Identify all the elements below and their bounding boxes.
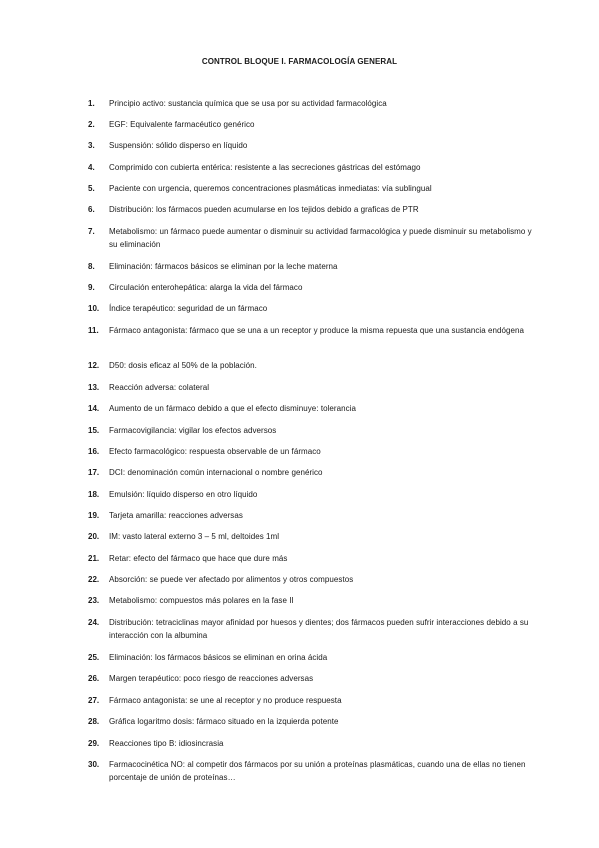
item-text: Metabolismo: un fármaco puede aumentar o disminuir su actividad farmacológica y puede disminuir su metabolismo y su eliminación xyxy=(109,227,532,249)
item-text: Índice terapéutico: seguridad de un fármaco xyxy=(109,304,268,313)
item-number: 13. xyxy=(88,383,100,392)
list-item xyxy=(88,118,538,131)
list-item xyxy=(88,424,538,437)
list-item xyxy=(88,203,538,216)
list-item xyxy=(88,758,538,784)
item-number: 7. xyxy=(88,227,95,236)
item-number: 5. xyxy=(88,184,95,193)
item-number: 30. xyxy=(88,760,100,769)
list-item xyxy=(88,672,538,685)
item-number: 6. xyxy=(88,205,95,214)
list-item xyxy=(88,488,538,501)
item-text: Absorción: se puede ver afectado por alimentos y otros compuestos xyxy=(109,575,354,584)
item-number: 28. xyxy=(88,717,100,726)
list-item xyxy=(88,402,538,415)
item-text: Gráfica logaritmo dosis: fármaco situado en la izquierda potente xyxy=(109,717,339,726)
item-number: 14. xyxy=(88,404,100,413)
list-item xyxy=(88,302,538,315)
list-item xyxy=(88,161,538,174)
list-item xyxy=(88,573,538,586)
item-text: D50: dosis eficaz al 50% de la población. xyxy=(109,361,257,370)
list-item xyxy=(88,651,538,664)
item-number: 9. xyxy=(88,283,95,292)
list-item xyxy=(88,552,538,565)
item-text: Margen terapéutico: poco riesgo de reacciones adversas xyxy=(109,674,314,683)
item-number: 1. xyxy=(88,99,95,108)
item-number: 26. xyxy=(88,674,100,683)
item-text: IM: vasto lateral externo 3 – 5 ml, deltoides 1ml xyxy=(109,532,280,541)
item-number: 10. xyxy=(88,304,100,313)
item-number: 3. xyxy=(88,141,95,150)
item-number: 24. xyxy=(88,618,100,627)
list-item xyxy=(88,715,538,728)
item-text: Principio activo: sustancia química que se usa por su actividad farmacológica xyxy=(109,99,387,108)
list-item xyxy=(88,139,538,152)
list-item xyxy=(88,694,538,707)
item-number: 15. xyxy=(88,426,100,435)
list-item xyxy=(88,466,538,479)
item-number: 12. xyxy=(88,361,100,370)
item-text: Farmacocinética NO: al competir dos fármacos por su unión a proteínas plasmáticas, cuando una de ellas no tienen porcentaje de unión de proteínas… xyxy=(109,760,526,782)
item-number: 23. xyxy=(88,596,100,605)
item-text: Paciente con urgencia, queremos concentraciones plasmáticas inmediatas: vía sublingual xyxy=(109,184,432,193)
item-number: 25. xyxy=(88,653,100,662)
list-item xyxy=(88,594,538,607)
list-item xyxy=(88,509,538,522)
item-text: Tarjeta amarilla: reacciones adversas xyxy=(109,511,243,520)
list-item xyxy=(88,182,538,195)
list-item xyxy=(88,445,538,458)
list-item xyxy=(88,381,538,394)
item-number: 21. xyxy=(88,554,100,563)
item-text: Eliminación: fármacos básicos se eliminan por la leche materna xyxy=(109,262,338,271)
list-item xyxy=(88,97,538,110)
list-item xyxy=(88,324,538,337)
item-number: 20. xyxy=(88,532,100,541)
list-item xyxy=(88,260,538,273)
item-text: Efecto farmacológico: respuesta observable de un fármaco xyxy=(109,447,321,456)
item-text: Reacción adversa: colateral xyxy=(109,383,210,392)
item-text: Comprimido con cubierta entérica: resistente a las secreciones gástricas del estómago xyxy=(109,163,421,172)
list-item xyxy=(88,530,538,543)
item-text: Emulsión: líquido disperso en otro líquido xyxy=(109,490,258,499)
document-title: CONTROL BLOQUE I. FARMACOLOGÍA GENERAL xyxy=(201,57,398,66)
item-text: Distribución: tetraciclinas mayor afinidad por huesos y dientes; dos fármacos pueden sufrir interacciones debido a su interacción con la albumina xyxy=(109,618,529,640)
item-text: EGF: Equivalente farmacéutico genérico xyxy=(109,120,255,129)
list-item xyxy=(88,616,538,642)
item-number: 4. xyxy=(88,163,95,172)
item-text: Retar: efecto del fármaco que hace que dure más xyxy=(109,554,288,563)
item-text: DCI: denominación común internacional o nombre genérico xyxy=(109,468,323,477)
item-number: 19. xyxy=(88,511,100,520)
item-number: 2. xyxy=(88,120,95,129)
item-number: 27. xyxy=(88,696,100,705)
item-number: 11. xyxy=(88,326,99,335)
item-text: Fármaco antagonista: se une al receptor y no produce respuesta xyxy=(109,696,342,705)
item-text: Distribución: los fármacos pueden acumularse en los tejidos debido a graficas de PTR xyxy=(109,205,419,214)
item-text: Eliminación: los fármacos básicos se eliminan en orina ácida xyxy=(109,653,328,662)
item-number: 16. xyxy=(88,447,100,456)
item-number: 22. xyxy=(88,575,100,584)
item-text: Reacciones tipo B: idiosincrasia xyxy=(109,739,224,748)
item-text: Aumento de un fármaco debido a que el efecto disminuye: tolerancia xyxy=(109,404,357,413)
item-text: Fármaco antagonista: fármaco que se una a un receptor y produce la misma repuesta que una sustancia endógena xyxy=(109,326,524,335)
list-item xyxy=(88,359,538,372)
item-text: Suspensión: sólido disperso en líquido xyxy=(109,141,248,150)
item-text: Metabolismo: compuestos más polares en la fase II xyxy=(109,596,294,605)
item-text: Farmacovigilancia: vigilar los efectos adversos xyxy=(109,426,277,435)
item-number: 17. xyxy=(88,468,100,477)
item-number: 8. xyxy=(88,262,95,271)
item-text: Circulación enterohepática: alarga la vida del fármaco xyxy=(109,283,303,292)
list-item xyxy=(88,225,538,251)
list-item xyxy=(88,281,538,294)
list-item xyxy=(88,737,538,750)
item-number: 18. xyxy=(88,490,100,499)
item-number: 29. xyxy=(88,739,100,748)
